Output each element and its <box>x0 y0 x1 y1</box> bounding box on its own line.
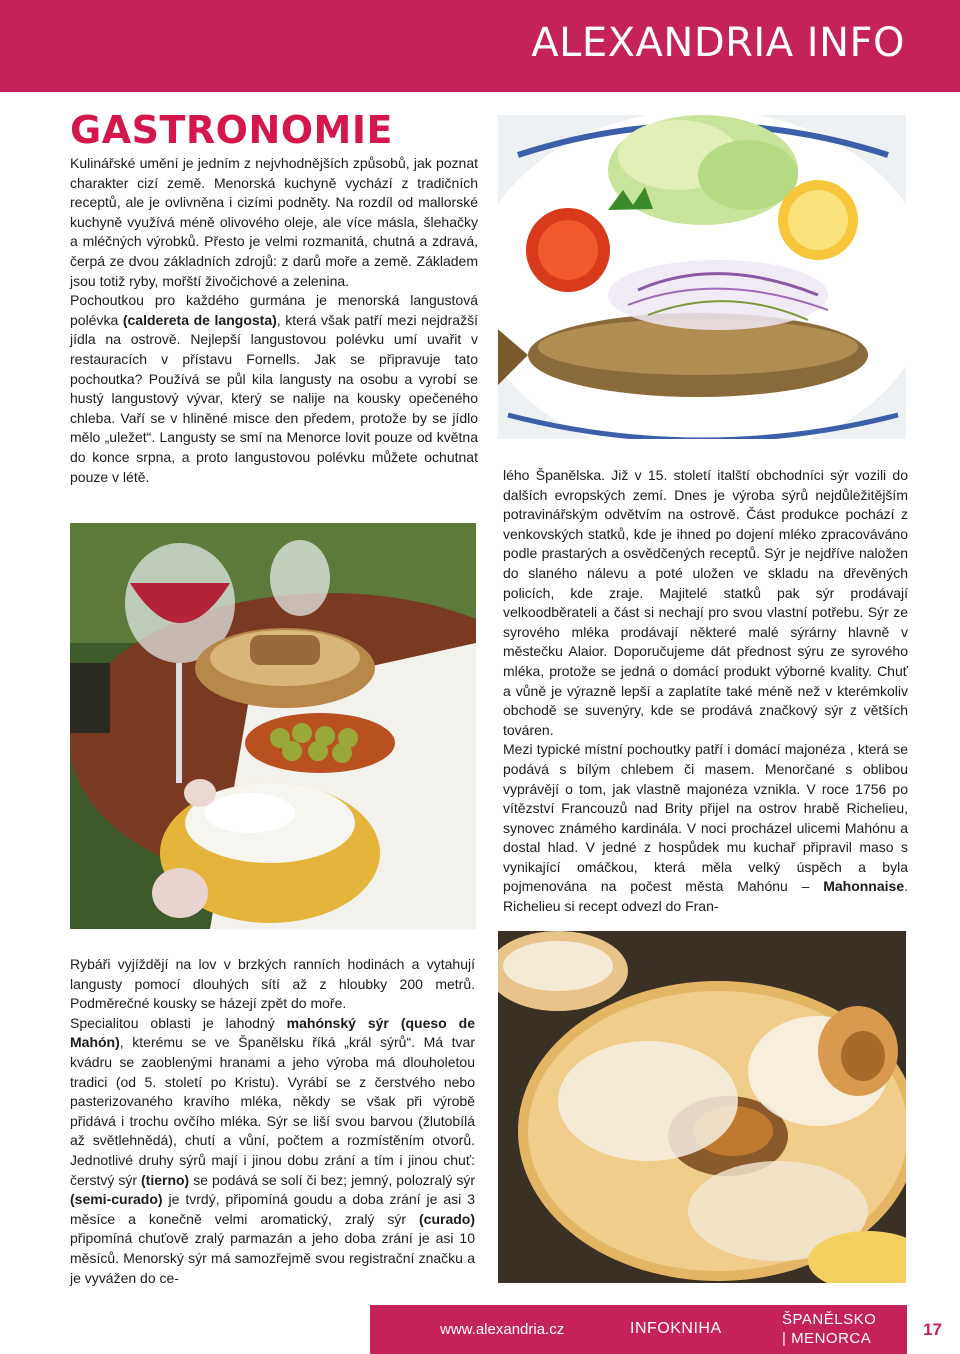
website-link[interactable]: www.alexandria.cz <box>440 1321 565 1338</box>
paragraph-mahon-cheese <box>70 1014 475 1288</box>
text-run: se podává se solí či bez; jemný, polozralý sýr <box>189 1171 475 1188</box>
text-run: . Richelieu si recept odvezl do Fran- <box>503 878 908 915</box>
bold-term: mahónský sýr (queso de Mahón) <box>70 1014 475 1051</box>
region-label <box>782 1310 876 1348</box>
paragraph-cheese-production <box>503 466 908 740</box>
photo-table-wine-olives <box>70 523 476 929</box>
text-run: Specialitou oblasti je lahodný <box>70 1014 287 1031</box>
text-run: je tvrdý, připomíná goudu a doba zrání je asi 3 měsíce a konečně velmi aromatický, zralý sýr <box>70 1191 475 1227</box>
bold-term: (semi-curado) <box>70 1191 163 1208</box>
magazine-name: INFOKNIHA <box>630 1320 722 1337</box>
text-run: , která však patří mezi nejdražší jídla na ostrově. Nejlepší langustovou polévku umí uvařit v restauracích v přístavu Fornells. Jak se připravuje tato pochoutka? Používá se půl kila langusty na osobu a vyrobí se hustý langustový vývar, který se nalije na kousky opečeného chleba. Vaří se v hliněné misce den předem, protože by se jídlo mělo „uležet“. Langusty se smí na Menorce lovit pouze od května do konce srpna, a proto langustovou polévku můžete ochutnat pouze v létě. <box>70 311 478 485</box>
region-island: | MENORCA <box>782 1330 872 1347</box>
footer-bar <box>370 1305 907 1354</box>
bold-term: (curado) <box>419 1210 475 1227</box>
paragraph-mayonnaise <box>503 740 908 916</box>
bold-term: (tierno) <box>141 1171 190 1188</box>
text-run: Pochoutkou pro každého gurmána je menorská langustová polévka <box>70 292 478 328</box>
text-run: Mezi typické místní pochoutky patří i domácí majonéza , která se podává s bílým chlebem či masem. Menorčané s oblibou vyprávějí o tom, jak vlastně majonéza vznikla. V roce 1756 po vítězství Francouzů nad Brity přijel na ostrov hrabě Richelieu, synovec známého kardinála. V noci procházel ulicemi Mahónu a dostal hlad. V jedné z hospůdek mu kuchař připravil maso s vynikající omáčkou, která měla velký úspěch a byla pojmenována na počest města Mahónu – <box>503 741 908 895</box>
region-country: ŠPANĚLSKO <box>782 1311 877 1328</box>
page-number: 17 <box>923 1320 942 1339</box>
bold-term: Mahonnaise <box>823 878 905 895</box>
paragraph-fishermen <box>70 955 475 1014</box>
text-run: , kterému se ve Španělsku říká „král sýrů“. Má tvar kvádru se zaoblenými hranami a jeho výroba má dlouholetou tradici (od 5. století po Kristu). Vyrábí se z čerstvého nebo pasterizovaného kravího mléka, někdy se však při výrobě přidává i trochu ovčího mléka. Sýr se liší svou barvou (žlutobílá až světlehnědá), chutí a vůní, počtem a rozmístěním otvorů. Jednotlivé druhy sýrů mají i jinou dobu zrání a tím i jinou chuť: čerstvý sýr <box>70 1034 475 1188</box>
paragraph-langosta <box>70 291 478 487</box>
photo-grilled-fish <box>498 115 906 439</box>
paragraph-intro <box>70 154 478 291</box>
text-run: Kulinářské umění je jedním z nejvhodnějších způsobů, jak poznat charakter cizí země. Menorská kuchyně vychází z tradičních receptů, ale je ovlivněna i cizími podněty. Na rozdíl od mallorské kuchyně využívá méně olivového oleje, ale více másla, šlehačky a mléčných výrobků. Přesto je velmi rozmanitá, chutná a zdravá, čerpá ze dvou základních zdrojů: z darů moře a země. Základem jsou totiž ryby, mořští živočichové a zelenina. <box>70 155 478 289</box>
text-run: Rybáři vyjíždějí na lov v brzkých ranních hodinách a vytahují langusty pomocí dlouhých sítí až z hloubky 200 metrů. Podměrečné kousky se házejí zpět do moře. <box>70 956 475 1012</box>
magazine-title: ALEXANDRIA INFO <box>531 20 905 66</box>
text-column-left-top <box>70 154 478 487</box>
text-column-right-middle <box>503 466 908 917</box>
bold-term: (caldereta de langosta) <box>122 311 277 328</box>
text-column-left-bottom <box>70 955 475 1288</box>
photo-pastries <box>498 931 906 1283</box>
text-run: lého Španělska. Již v 15. století italští obchodníci sýr vozili do dalších evropských zemí. Dnes je výroba sýrů nejdůležitějším potravinářským odvětvím na ostrově. Část produkce pochází z venkovských statků, kde je ihned po dojení mléko zpracováváno podle prastarých a osvědčených receptů. Sýr je nejdříve naložen do slaného nálevu a poté uložen ve skladu na dřevěných policích, kde zraje. Majitelé statků pak sýr prodávají velkoodběrateli a část si nechají pro svou vlastní potřebu. Sýr ze syrového mléka prodávají některé malé sýrárny hlavně v městečku Alaior. Doporučujeme dát přednost sýru ze syrového mléka, protože se jedná o domácí produkt výborné kvality. Chuť a vůně je výrazně lepší a zaplatíte také méně než v kterémkoliv obchodě se suvenýry, kde se prodává značkový sýr z větších továren. <box>503 467 908 738</box>
text-run: připomíná chuťově zralý parmazán a jeho doba zrání je asi 10 měsíců. Menorský sýr má samozřejmě svou registrační značku a je vyvážen do ce- <box>70 1230 475 1286</box>
header-bar <box>0 0 960 92</box>
section-title: GASTRONOMIE <box>70 108 393 152</box>
